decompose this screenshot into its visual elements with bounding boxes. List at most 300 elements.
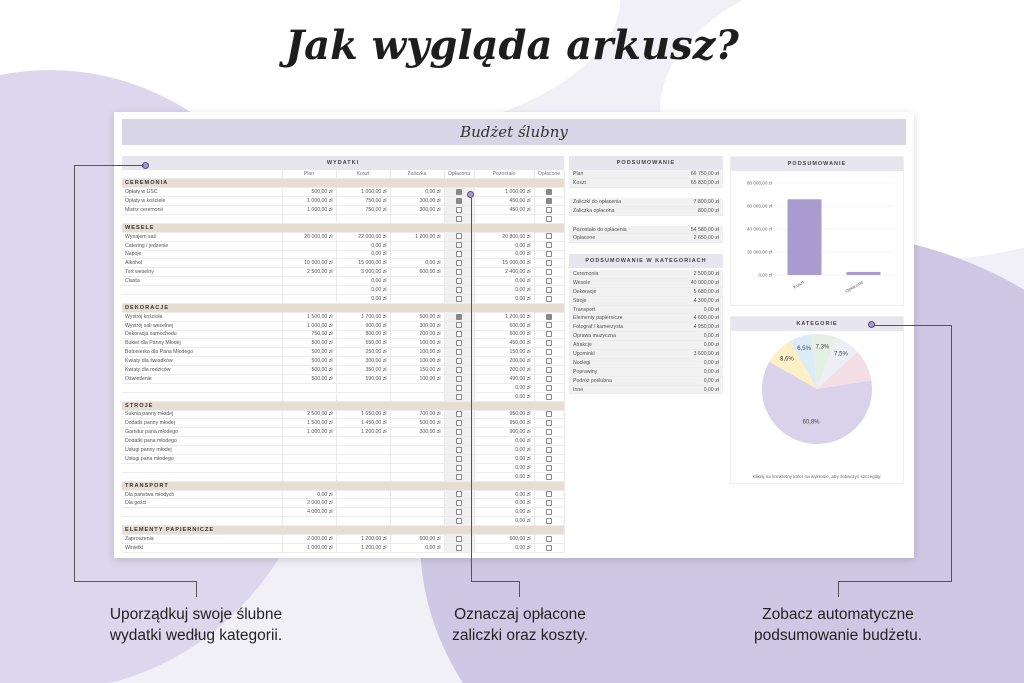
deposit-paid-checkbox[interactable] <box>456 411 462 417</box>
deposit-paid-cell <box>444 241 474 250</box>
paid-checkbox[interactable] <box>546 251 552 257</box>
expense-plan[interactable] <box>282 294 336 303</box>
expense-plan[interactable] <box>282 463 336 472</box>
expense-plan[interactable]: 1 000,00 zł <box>282 428 336 437</box>
deposit-paid-checkbox[interactable] <box>456 447 462 453</box>
expense-label[interactable]: Catering / jedzenie <box>122 241 282 250</box>
expense-koszt[interactable]: 0,00 zł <box>336 286 390 295</box>
paid-checkbox[interactable] <box>546 367 552 373</box>
expense-koszt[interactable] <box>336 214 390 223</box>
paid-checkbox[interactable] <box>546 491 552 497</box>
category-summary-label: Fotograf / kamerzysta <box>573 324 624 331</box>
sheet-title: Budżet ślubny <box>122 119 906 145</box>
expense-koszt[interactable] <box>336 455 390 464</box>
expense-koszt[interactable] <box>336 446 390 455</box>
paid-checkbox[interactable] <box>546 500 552 506</box>
caption-summary: Zobacz automatyczne podsumowanie budżetu. <box>753 606 923 644</box>
expense-label[interactable]: Wystrój sali weselnej <box>122 321 282 330</box>
expense-label[interactable]: Dodatki pana młodego <box>122 437 282 446</box>
expense-row <box>122 294 564 303</box>
caption-paid: Oznaczaj opłacone zaliczki oraz koszty. <box>452 606 588 644</box>
expense-zal[interactable]: 500,00 zł <box>390 419 444 428</box>
paid-checkbox[interactable] <box>546 260 552 266</box>
expense-label[interactable] <box>122 214 282 223</box>
expense-label[interactable]: Kwiaty dla rodziców <box>122 366 282 375</box>
paid-cell <box>534 383 564 392</box>
paid-checkbox[interactable] <box>546 287 552 293</box>
expense-row <box>122 250 564 259</box>
deposit-paid-checkbox[interactable] <box>456 429 462 435</box>
expense-row <box>122 277 564 286</box>
expense-label[interactable]: Dekoracja samochodu <box>122 330 282 339</box>
paid-checkbox[interactable] <box>546 376 552 382</box>
expense-remaining: 0,00 zł <box>474 277 534 286</box>
paid-checkbox[interactable] <box>546 394 552 400</box>
expense-zal[interactable]: 300,00 zł <box>390 206 444 215</box>
expense-koszt[interactable]: 0,00 zł <box>336 250 390 259</box>
expense-zal[interactable] <box>390 286 444 295</box>
expense-zal[interactable]: 700,00 zł <box>390 410 444 419</box>
expense-row <box>122 374 564 383</box>
expense-zal[interactable]: 600,00 zł <box>390 268 444 277</box>
expense-remaining: 950,00 zł <box>474 419 534 428</box>
expense-zal[interactable] <box>390 499 444 508</box>
expense-koszt[interactable] <box>336 463 390 472</box>
paid-checkbox[interactable] <box>546 349 552 355</box>
deposit-paid-checkbox[interactable] <box>456 269 462 275</box>
deposit-paid-checkbox[interactable] <box>456 198 462 204</box>
expense-koszt[interactable]: 250,00 zł <box>336 348 390 357</box>
expense-label[interactable]: Kwiaty dla świadków <box>122 357 282 366</box>
expense-row <box>122 206 564 215</box>
expense-koszt[interactable] <box>336 508 390 517</box>
expense-koszt[interactable]: 1 450,00 zł <box>336 419 390 428</box>
category-name: TRANSPORT <box>122 481 564 490</box>
expense-zal[interactable]: 100,00 zł <box>390 339 444 348</box>
paid-checkbox[interactable] <box>546 420 552 426</box>
deposit-paid-checkbox[interactable] <box>456 376 462 382</box>
expense-zal[interactable]: 300,00 zł <box>390 197 444 206</box>
expense-label[interactable]: Opłaty w USC <box>122 188 282 197</box>
deposit-paid-checkbox[interactable] <box>456 367 462 373</box>
expense-plan[interactable] <box>282 392 336 401</box>
deposit-paid-checkbox[interactable] <box>456 331 462 337</box>
bar[interactable] <box>788 199 822 275</box>
expense-koszt[interactable]: 350,00 zł <box>336 366 390 375</box>
expense-row <box>122 348 564 357</box>
expense-koszt[interactable]: 1 200,00 zł <box>336 428 390 437</box>
expense-label[interactable]: Dodatki panny młodej <box>122 419 282 428</box>
deposit-paid-checkbox[interactable] <box>456 536 462 542</box>
paid-cell <box>534 374 564 383</box>
expense-zal[interactable] <box>390 392 444 401</box>
expense-row <box>122 543 564 552</box>
category-summary-label: Dekoracje <box>573 288 597 295</box>
paid-checkbox[interactable] <box>546 314 552 320</box>
expense-plan[interactable]: 500,00 zł <box>282 366 336 375</box>
expense-zal[interactable]: 0,00 zł <box>390 543 444 552</box>
deposit-paid-checkbox[interactable] <box>456 509 462 515</box>
expense-label[interactable]: Garnitur pana młodego <box>122 428 282 437</box>
deposit-paid-checkbox[interactable] <box>456 207 462 213</box>
paid-checkbox[interactable] <box>546 233 552 239</box>
expense-plan[interactable] <box>282 437 336 446</box>
paid-checkbox[interactable] <box>546 411 552 417</box>
deposit-paid-checkbox[interactable] <box>456 349 462 355</box>
expense-plan[interactable]: 2 000,00 zł <box>282 535 336 544</box>
expense-row <box>122 268 564 277</box>
expense-row <box>122 499 564 508</box>
deposit-paid-cell <box>444 286 474 295</box>
paid-cell <box>534 330 564 339</box>
paid-checkbox[interactable] <box>546 474 552 480</box>
deposit-paid-cell <box>444 374 474 383</box>
expense-label[interactable] <box>122 517 282 526</box>
expense-koszt[interactable] <box>336 499 390 508</box>
deposit-paid-checkbox[interactable] <box>456 545 462 551</box>
bar-y-tick: 40 000,00 zł <box>746 226 772 232</box>
category-summary-label: Elementy papiernicze <box>573 315 623 322</box>
expense-plan[interactable]: 2 000,00 zł <box>282 499 336 508</box>
category-summary-row <box>569 359 723 368</box>
summary-row <box>569 226 723 235</box>
expense-row <box>122 366 564 375</box>
expense-label[interactable]: Ciasta <box>122 277 282 286</box>
expense-remaining: 0,00 zł <box>474 463 534 472</box>
expense-zal[interactable] <box>390 383 444 392</box>
paid-checkbox[interactable] <box>546 207 552 213</box>
deposit-paid-checkbox[interactable] <box>456 251 462 257</box>
category-row <box>122 303 564 312</box>
expense-plan[interactable]: 0,00 zł <box>282 490 336 499</box>
expense-plan[interactable]: 500,00 zł <box>282 357 336 366</box>
expense-label[interactable]: Wynajem sali <box>122 232 282 241</box>
expense-zal[interactable]: 150,00 zł <box>390 366 444 375</box>
expense-plan[interactable]: 1 000,00 zł <box>282 206 336 215</box>
paid-checkbox[interactable] <box>546 198 552 204</box>
expense-zal[interactable] <box>390 472 444 481</box>
paid-checkbox[interactable] <box>546 509 552 515</box>
expense-zal[interactable] <box>390 455 444 464</box>
expense-label[interactable]: Tort weselny <box>122 268 282 277</box>
expense-koszt[interactable]: 3 000,00 zł <box>336 268 390 277</box>
deposit-paid-checkbox[interactable] <box>456 260 462 266</box>
expense-label[interactable]: Napoje <box>122 250 282 259</box>
deposit-paid-cell <box>444 357 474 366</box>
expense-koszt[interactable]: 0,00 zł <box>336 277 390 286</box>
paid-checkbox[interactable] <box>546 438 552 444</box>
expense-zal[interactable] <box>390 241 444 250</box>
expense-label[interactable]: Wystrój kościoła <box>122 312 282 321</box>
deposit-paid-checkbox[interactable] <box>456 287 462 293</box>
expense-remaining: 600,00 zł <box>474 535 534 544</box>
expense-zal[interactable] <box>390 250 444 259</box>
expense-koszt[interactable]: 0,00 zł <box>336 241 390 250</box>
expense-label[interactable]: Alkohol <box>122 259 282 268</box>
expense-zal[interactable] <box>390 446 444 455</box>
paid-cell <box>534 490 564 499</box>
paid-cell <box>534 232 564 241</box>
expense-plan[interactable] <box>282 517 336 526</box>
paid-checkbox[interactable] <box>546 518 552 524</box>
expense-koszt[interactable]: 15 000,00 zł <box>336 259 390 268</box>
summary-bar-chart[interactable] <box>730 156 904 306</box>
deposit-paid-cell <box>444 294 474 303</box>
expense-zal[interactable]: 500,00 zł <box>390 312 444 321</box>
category-summary-value: 4 600,00 zł <box>693 315 719 322</box>
expense-zal[interactable]: 1 200,00 zł <box>390 232 444 241</box>
deposit-paid-checkbox[interactable] <box>456 216 462 222</box>
expense-label[interactable] <box>122 392 282 401</box>
expense-plan[interactable]: 1 000,00 zł <box>282 321 336 330</box>
expense-remaining: 0,00 zł <box>474 392 534 401</box>
expense-koszt[interactable]: 1 200,00 zł <box>336 535 390 544</box>
deposit-paid-checkbox[interactable] <box>456 242 462 248</box>
paid-checkbox[interactable] <box>546 278 552 284</box>
expense-remaining: 0,00 zł <box>474 490 534 499</box>
expense-zal[interactable] <box>390 490 444 499</box>
expense-label[interactable] <box>122 294 282 303</box>
expense-label[interactable]: Winietki <box>122 543 282 552</box>
expense-zal[interactable] <box>390 277 444 286</box>
expense-label[interactable]: Usługi pana młodego <box>122 455 282 464</box>
paid-checkbox[interactable] <box>546 189 552 195</box>
expense-zal[interactable] <box>390 294 444 303</box>
expense-zal[interactable] <box>390 508 444 517</box>
expense-zal[interactable] <box>390 437 444 446</box>
expense-koszt[interactable]: 1 700,00 zł <box>336 312 390 321</box>
category-summary-value: 0,00 zł <box>703 368 719 375</box>
deposit-paid-checkbox[interactable] <box>456 278 462 284</box>
category-summary-value: 0,00 zł <box>703 386 719 393</box>
expense-zal[interactable]: 600,00 zł <box>390 535 444 544</box>
expense-koszt[interactable]: 0,00 zł <box>336 294 390 303</box>
expense-koszt[interactable] <box>336 517 390 526</box>
pie-chart-svg <box>731 331 903 461</box>
category-summary-label: Stroje <box>573 297 587 304</box>
expense-label[interactable]: Mistrz ceremonii <box>122 206 282 215</box>
deposit-paid-cell <box>444 472 474 481</box>
expense-label[interactable]: Suknia panny młodej <box>122 410 282 419</box>
paid-checkbox[interactable] <box>546 465 552 471</box>
expense-label[interactable] <box>122 383 282 392</box>
callout-line <box>471 198 472 581</box>
deposit-paid-checkbox[interactable] <box>456 500 462 506</box>
expense-row <box>122 286 564 295</box>
paid-cell <box>534 428 564 437</box>
expense-remaining: 0,00 zł <box>474 286 534 295</box>
deposit-paid-checkbox[interactable] <box>456 394 462 400</box>
paid-checkbox[interactable] <box>546 358 552 364</box>
expense-plan[interactable]: 750,00 zł <box>282 330 336 339</box>
expense-zal[interactable] <box>390 214 444 223</box>
paid-checkbox[interactable] <box>546 322 552 328</box>
expense-plan[interactable] <box>282 383 336 392</box>
expense-row <box>122 188 564 197</box>
expense-plan[interactable] <box>282 214 336 223</box>
expense-row <box>122 259 564 268</box>
paid-checkbox[interactable] <box>546 545 552 551</box>
expense-label[interactable]: Dla państwa młodych <box>122 490 282 499</box>
expense-zal[interactable] <box>390 463 444 472</box>
expense-zal[interactable]: 0,00 zł <box>390 259 444 268</box>
expense-zal[interactable]: 100,00 zł <box>390 357 444 366</box>
bar-y-tick: 80 000,00 zł <box>746 180 772 186</box>
expense-plan[interactable] <box>282 455 336 464</box>
paid-checkbox[interactable] <box>546 331 552 337</box>
expense-remaining: 0,00 zł <box>474 437 534 446</box>
expense-koszt[interactable] <box>336 392 390 401</box>
deposit-paid-checkbox[interactable] <box>456 189 462 195</box>
expense-label[interactable]: Zaproszenia <box>122 535 282 544</box>
paid-checkbox[interactable] <box>546 385 552 391</box>
expense-koszt[interactable] <box>336 437 390 446</box>
bar[interactable] <box>847 272 881 275</box>
category-summary-value: 0,00 zł <box>703 377 719 384</box>
category-summary-label: Atrakcje <box>573 342 592 349</box>
expense-plan[interactable]: 1 000,00 zł <box>282 197 336 206</box>
expense-koszt[interactable]: 800,00 zł <box>336 330 390 339</box>
expense-plan[interactable]: 2 500,00 zł <box>282 268 336 277</box>
expense-remaining: 900,00 zł <box>474 428 534 437</box>
expense-plan[interactable] <box>282 250 336 259</box>
deposit-paid-cell <box>444 410 474 419</box>
callout-line <box>74 581 196 582</box>
expense-row <box>122 472 564 481</box>
deposit-paid-checkbox[interactable] <box>456 322 462 328</box>
expense-koszt[interactable]: 900,00 zł <box>336 321 390 330</box>
expense-plan[interactable] <box>282 446 336 455</box>
paid-checkbox[interactable] <box>546 296 552 302</box>
paid-checkbox[interactable] <box>546 340 552 346</box>
category-pie-chart[interactable] <box>730 316 904 484</box>
expense-koszt[interactable]: 1 200,00 zł <box>336 543 390 552</box>
expense-plan[interactable] <box>282 472 336 481</box>
deposit-paid-checkbox[interactable] <box>456 358 462 364</box>
expense-zal[interactable]: 300,00 zł <box>390 428 444 437</box>
expense-koszt[interactable]: 1 650,00 zł <box>336 410 390 419</box>
deposit-paid-cell <box>444 437 474 446</box>
paid-cell <box>534 339 564 348</box>
deposit-paid-checkbox[interactable] <box>456 518 462 524</box>
deposit-paid-checkbox[interactable] <box>456 474 462 480</box>
expense-remaining: 450,00 zł <box>474 206 534 215</box>
expense-zal[interactable]: 200,00 zł <box>390 330 444 339</box>
category-summary-value: 5 680,00 zł <box>693 288 719 295</box>
summary-value: 66 750,00 zł <box>690 171 719 177</box>
expense-label[interactable]: Butonierka dla Pana Młodego <box>122 348 282 357</box>
deposit-paid-checkbox[interactable] <box>456 438 462 444</box>
expense-label[interactable] <box>122 472 282 481</box>
expense-koszt[interactable]: 750,00 zł <box>336 197 390 206</box>
expense-plan[interactable]: 2 500,00 zł <box>282 410 336 419</box>
expense-koszt[interactable] <box>336 472 390 481</box>
expense-plan[interactable]: 500,00 zł <box>282 188 336 197</box>
category-summary-value: 4 300,00 zł <box>693 297 719 304</box>
expense-zal[interactable] <box>390 517 444 526</box>
summary-row <box>569 207 723 216</box>
expense-plan[interactable]: 500,00 zł <box>282 339 336 348</box>
paid-checkbox[interactable] <box>546 269 552 275</box>
expense-label[interactable]: Opłaty w kościele <box>122 197 282 206</box>
deposit-paid-checkbox[interactable] <box>456 385 462 391</box>
expense-plan[interactable]: 500,00 zł <box>282 374 336 383</box>
expense-plan[interactable]: 1 500,00 zł <box>282 312 336 321</box>
paid-cell <box>534 206 564 215</box>
expense-row <box>122 419 564 428</box>
expense-row <box>122 232 564 241</box>
deposit-paid-checkbox[interactable] <box>456 456 462 462</box>
deposit-paid-checkbox[interactable] <box>456 296 462 302</box>
category-name: DEKORACJE <box>122 303 564 312</box>
expense-koszt[interactable]: 590,00 zł <box>336 374 390 383</box>
expense-label[interactable] <box>122 286 282 295</box>
expense-koszt[interactable] <box>336 383 390 392</box>
expense-label[interactable] <box>122 463 282 472</box>
category-summary-panel <box>569 254 723 394</box>
expense-plan[interactable]: 500,00 zł <box>282 348 336 357</box>
deposit-paid-checkbox[interactable] <box>456 340 462 346</box>
expense-plan[interactable]: 20 000,00 zł <box>282 232 336 241</box>
paid-checkbox[interactable] <box>546 447 552 453</box>
summary-title: PODSUMOWANIE <box>569 156 723 170</box>
deposit-paid-checkbox[interactable] <box>456 491 462 497</box>
expense-plan[interactable] <box>282 286 336 295</box>
expense-koszt[interactable]: 750,00 zł <box>336 206 390 215</box>
expense-koszt[interactable]: 1 000,00 zł <box>336 188 390 197</box>
expense-label[interactable]: Usługi panny młodej <box>122 446 282 455</box>
expense-plan[interactable] <box>282 241 336 250</box>
expense-plan[interactable]: 1 500,00 zł <box>282 419 336 428</box>
expense-plan[interactable]: 4 000,00 zł <box>282 508 336 517</box>
expense-koszt[interactable]: 550,00 zł <box>336 339 390 348</box>
expense-zal[interactable]: 0,00 zł <box>390 188 444 197</box>
deposit-paid-checkbox[interactable] <box>456 465 462 471</box>
paid-checkbox[interactable] <box>546 536 552 542</box>
expense-plan[interactable]: 1 000,00 zł <box>282 543 336 552</box>
callout-line <box>519 581 520 597</box>
paid-checkbox[interactable] <box>546 242 552 248</box>
expense-zal[interactable]: 300,00 zł <box>390 321 444 330</box>
category-summary-row <box>569 368 723 377</box>
deposit-paid-checkbox[interactable] <box>456 233 462 239</box>
expense-zal[interactable]: 100,00 zł <box>390 374 444 383</box>
paid-checkbox[interactable] <box>546 216 552 222</box>
pie-slice-label: 6,5% <box>797 346 811 353</box>
category-summary-row <box>569 350 723 359</box>
expense-label[interactable]: Oświetlenie <box>122 374 282 383</box>
category-name: ELEMENTY PAPIERNICZE <box>122 526 564 535</box>
paid-checkbox[interactable] <box>546 456 552 462</box>
paid-cell <box>534 357 564 366</box>
expense-label[interactable] <box>122 508 282 517</box>
deposit-paid-checkbox[interactable] <box>456 420 462 426</box>
paid-cell <box>534 250 564 259</box>
paid-checkbox[interactable] <box>546 429 552 435</box>
expense-koszt[interactable] <box>336 490 390 499</box>
deposit-paid-checkbox[interactable] <box>456 314 462 320</box>
expense-koszt[interactable]: 300,00 zł <box>336 357 390 366</box>
expense-plan[interactable] <box>282 277 336 286</box>
expense-label[interactable]: Bukiet dla Panny Młodej <box>122 339 282 348</box>
expense-koszt[interactable]: 22 000,00 zł <box>336 232 390 241</box>
expense-zal[interactable]: 100,00 zł <box>390 348 444 357</box>
expense-remaining: 600,00 zł <box>474 321 534 330</box>
expense-label[interactable]: Dla gości <box>122 499 282 508</box>
expense-plan[interactable]: 10 000,00 zł <box>282 259 336 268</box>
category-summary-row <box>569 279 723 288</box>
deposit-paid-cell <box>444 348 474 357</box>
